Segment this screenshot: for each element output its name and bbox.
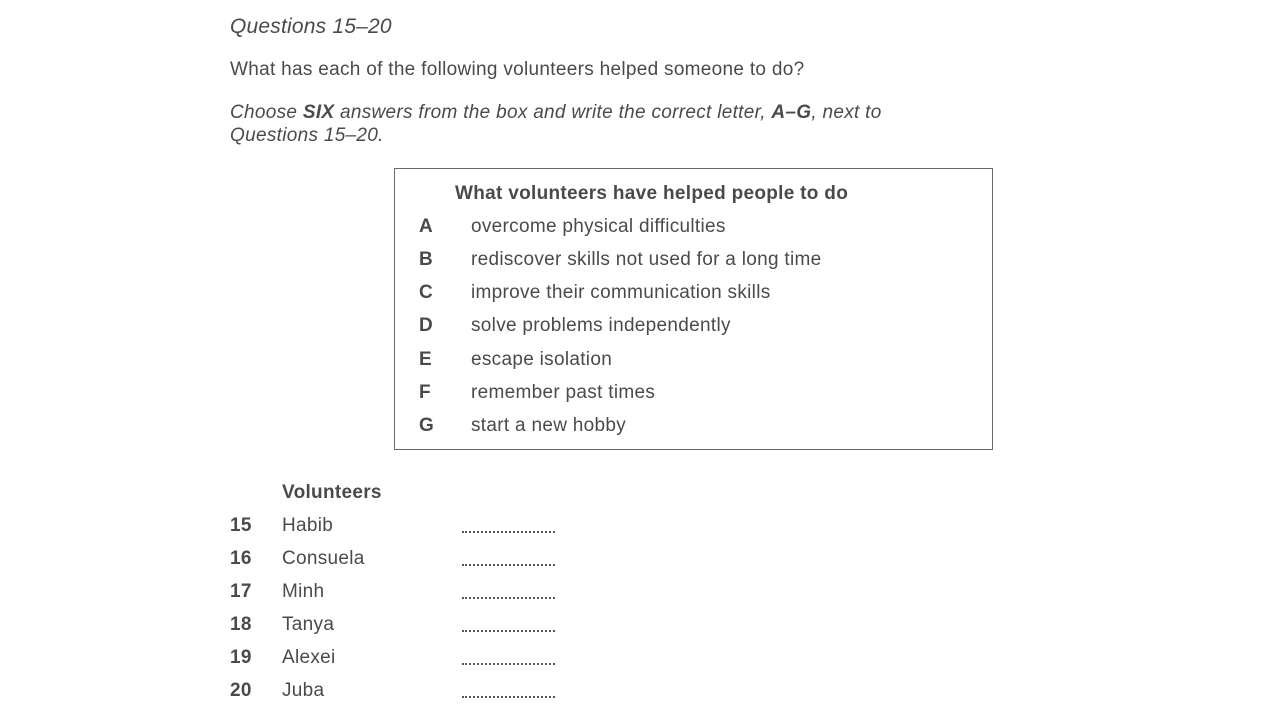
question-number: 16 xyxy=(230,548,252,569)
option-text: solve problems independently xyxy=(471,315,731,336)
volunteer-name: Tanya xyxy=(282,614,335,635)
questions-heading: Questions 15–20 xyxy=(230,15,392,38)
question-number: 19 xyxy=(230,647,252,668)
option-text: improve their communication skills xyxy=(471,282,771,303)
option-letter: C xyxy=(419,282,434,303)
question-number: 15 xyxy=(230,515,252,536)
volunteer-name: Juba xyxy=(282,680,325,701)
option-text: overcome physical difficulties xyxy=(471,216,726,237)
instruction-part3: , next to xyxy=(811,102,882,123)
answer-blank-19[interactable] xyxy=(462,661,555,665)
instruction-part2: answers from the box and write the correct letter, xyxy=(334,102,772,123)
option-text: remember past times xyxy=(471,382,656,403)
instruction-bold-range: A–G xyxy=(771,102,812,123)
options-box xyxy=(394,168,993,450)
answer-blank-20[interactable] xyxy=(462,694,555,698)
instruction-line2: Questions 15–20. xyxy=(230,125,384,146)
volunteer-name: Alexei xyxy=(282,647,336,668)
question-text: What has each of the following volunteers helped someone to do? xyxy=(230,59,805,80)
options-box-title: What volunteers have helped people to do xyxy=(455,183,849,204)
option-letter: D xyxy=(419,315,434,336)
option-letter: G xyxy=(419,415,435,436)
answer-blank-16[interactable] xyxy=(462,562,555,566)
option-letter: B xyxy=(419,249,434,270)
option-text: rediscover skills not used for a long time xyxy=(471,249,822,270)
option-letter: E xyxy=(419,349,432,370)
answer-blank-18[interactable] xyxy=(462,628,555,632)
question-number: 17 xyxy=(230,581,252,602)
option-text: start a new hobby xyxy=(471,415,627,436)
volunteer-name: Consuela xyxy=(282,548,365,569)
instruction-bold-count: SIX xyxy=(302,102,335,123)
question-number: 18 xyxy=(230,614,252,635)
volunteer-name: Minh xyxy=(282,581,325,602)
answer-blank-17[interactable] xyxy=(462,595,555,599)
instruction-text xyxy=(230,101,1050,147)
option-letter: A xyxy=(419,216,434,237)
option-text: escape isolation xyxy=(471,349,613,370)
volunteers-heading: Volunteers xyxy=(282,482,382,503)
instruction-part1: Choose xyxy=(230,102,303,123)
question-number: 20 xyxy=(230,680,252,701)
answer-blank-15[interactable] xyxy=(462,529,555,533)
option-letter: F xyxy=(419,382,431,403)
volunteer-name: Habib xyxy=(282,515,334,536)
